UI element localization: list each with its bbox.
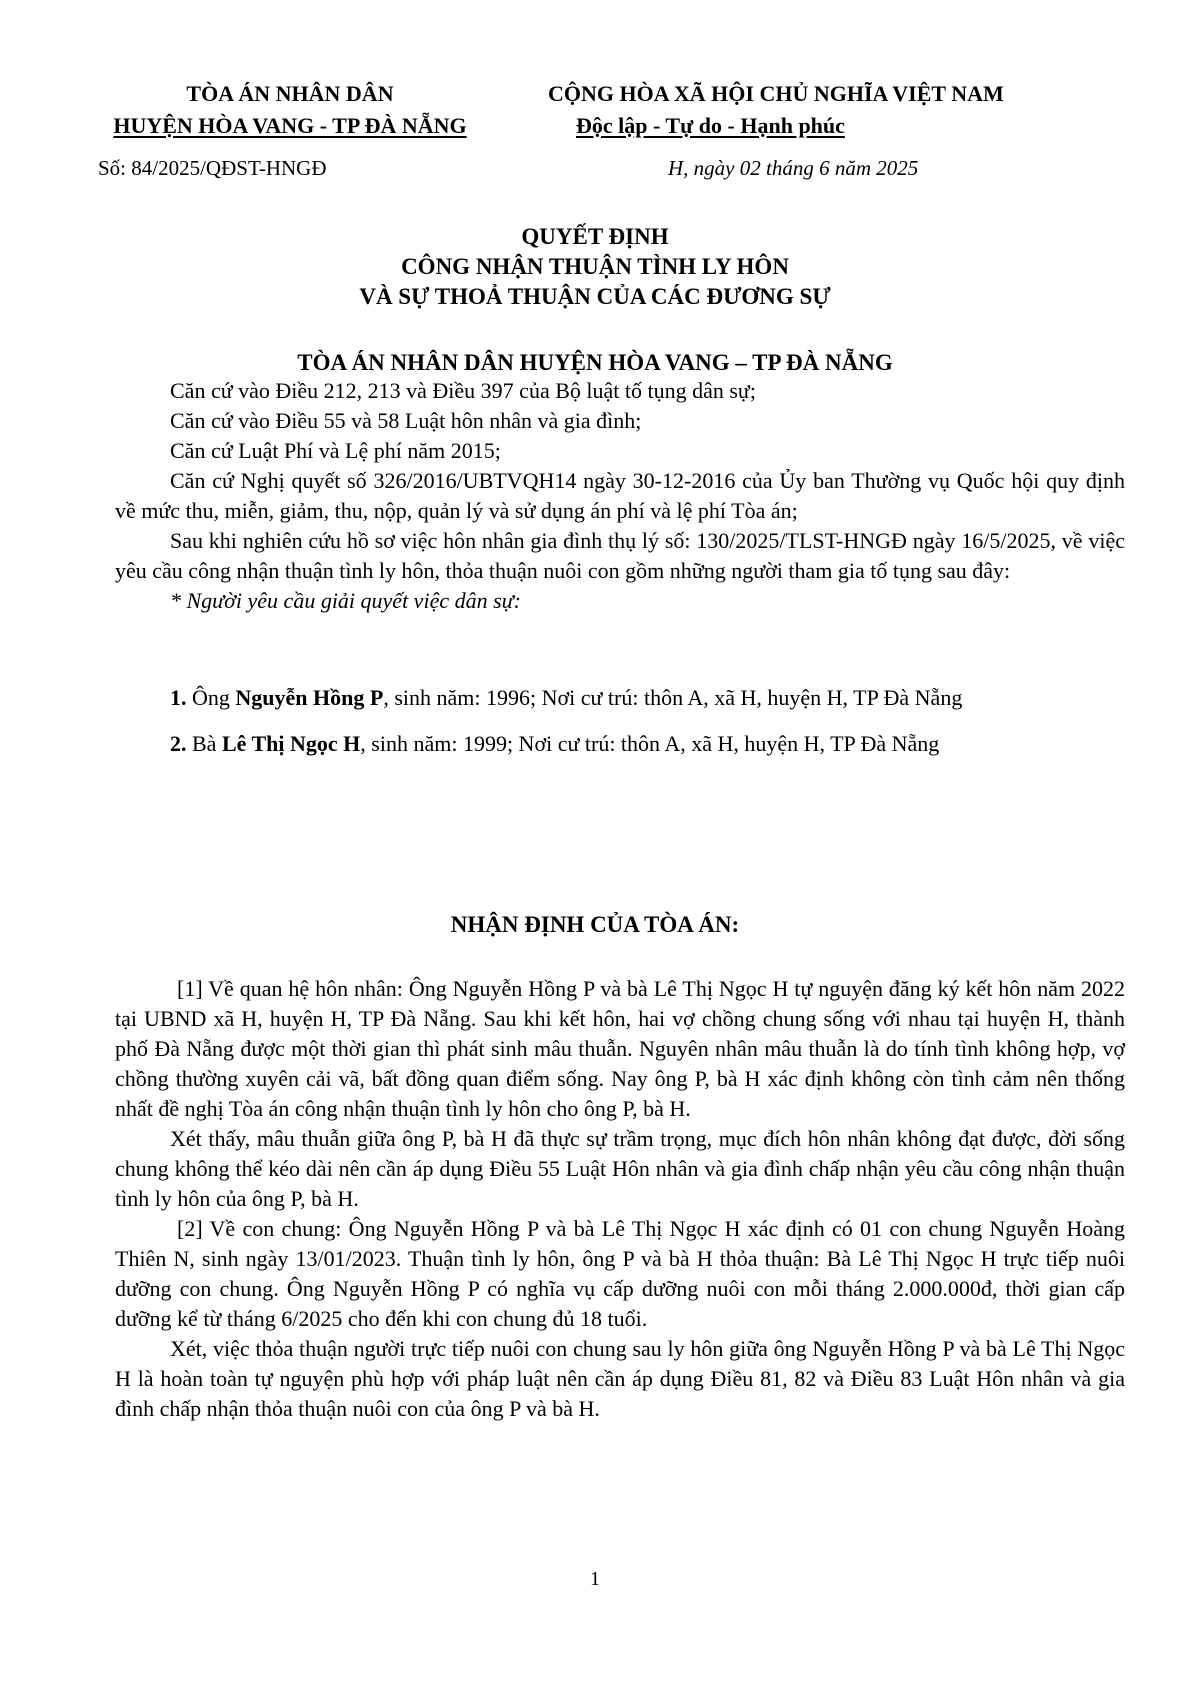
party-2-title: Bà — [192, 731, 217, 756]
court-name-line2: HUYỆN HÒA VANG - TP ĐÀ NẴNG — [113, 113, 467, 138]
party-1 — [115, 680, 1125, 716]
national-motto: Độc lập - Tự do - Hạnh phúc — [576, 113, 845, 138]
court-findings — [115, 974, 1125, 1424]
title-line1: QUYẾT ĐỊNH — [521, 224, 669, 249]
finding-3: [2] Về con chung: Ông Nguyễn Hồng P và bà Lê Thị Ngọc H xác định có 01 con chung Nguyễn Hoàng Thiên N, sinh ngày 13/01/2023. Thuận tình ly hôn, ông P và bà H thỏa thuận: Bà Lê Thị Ngọc H trực tiếp nuôi dưỡng con chung. Ông Nguyễn Hồng P có nghĩa vụ cấp dưỡng nuôi con mỗi tháng 2.000.000đ, thời gian cấp dưỡng kể từ tháng 6/2025 cho đến khi con chung đủ 18 tuổi. — [115, 1216, 1125, 1331]
section-heading: NHẬN ĐỊNH CỦA TÒA ÁN: — [450, 912, 740, 937]
party-2-number: 2. — [170, 731, 187, 756]
party-2-details: , sinh năm: 1999; Nơi cư trú: thôn A, xã H, huyện H, TP Đà Nẵng — [360, 731, 940, 756]
party-1-details: , sinh năm: 1996; Nơi cư trú: thôn A, xã H, huyện H, TP Đà Nẵng — [383, 685, 963, 710]
ground-1: Căn cứ vào Điều 212, 213 và Điều 397 của Bộ luật tố tụng dân sự; — [170, 378, 756, 403]
document-number: Số: 84/2025/QĐST-HNGĐ — [98, 156, 327, 180]
legal-grounds — [115, 376, 1125, 616]
national-motto-header — [548, 78, 1108, 142]
court-name-header — [60, 78, 520, 142]
ground-3: Căn cứ Luật Phí và Lệ phí năm 2015; — [170, 438, 501, 463]
party-1-title: Ông — [192, 685, 230, 710]
party-1-name: Nguyễn Hồng P — [235, 685, 384, 710]
court-name-line1: TÒA ÁN NHÂN DÂN — [186, 81, 394, 106]
party-1-number: 1. — [170, 685, 187, 710]
party-2 — [115, 726, 1125, 762]
parties-list — [115, 680, 1125, 762]
party-2-name: Lê Thị Ngọc H — [221, 731, 361, 756]
ground-4: Căn cứ Nghị quyết số 326/2016/UBTVQH14 ngày 30-12-2016 của Ủy ban Thường vụ Quốc hội quy định về mức thu, miễn, giảm, thu, nộp, quản lý và sử dụng án phí và lệ phí Tòa án; — [115, 468, 1125, 523]
document-date: H, ngày 02 tháng 6 năm 2025 — [668, 156, 919, 180]
ground-2: Căn cứ vào Điều 55 và 58 Luật hôn nhân và gia đình; — [170, 408, 642, 433]
page-number: 1 — [590, 1568, 600, 1590]
finding-1: [1] Về quan hệ hôn nhân: Ông Nguyễn Hồng P và bà Lê Thị Ngọc H tự nguyện đăng ký kết hôn năm 2022 tại UBND xã H, huyện H, TP Đà Nẵng. Sau khi kết hôn, hai vợ chồng chung sống với nhau tại huyện H, thành phố Đà Nẵng được một thời gian thì phát sinh mâu thuẫn. Nguyên nhân mâu thuẫn là do tính tình không hợp, vợ chồng thường xuyên cải vã, bất đồng quan điểm sống. Nay ông P, bà H xác định không còn tình cảm nên thống nhất đề nghị Tòa án công nhận thuận tình ly hôn cho ông P, bà H. — [115, 976, 1125, 1121]
ground-5: Sau khi nghiên cứu hồ sơ việc hôn nhân gia đình thụ lý số: 130/2025/TLST-HNGĐ ngày 16/5/2025, về việc yêu cầu công nhận thuận tình ly hôn, thỏa thuận nuôi con gồm những người tham gia tố tụng sau đây: — [115, 528, 1125, 583]
finding-2: Xét thấy, mâu thuẫn giữa ông P, bà H đã thực sự trầm trọng, mục đích hôn nhân không đạt được, đời sống chung không thể kéo dài nên cần áp dụng Điều 55 Luật Hôn nhân và gia đình chấp nhận yêu cầu công nhận thuận tình ly hôn của ông P, bà H. — [115, 1126, 1125, 1211]
finding-4: Xét, việc thỏa thuận người trực tiếp nuôi con chung sau ly hôn giữa ông Nguyễn Hồng P và bà Lê Thị Ngọc H là hoàn toàn tự nguyện phù hợp với pháp luật nên cần áp dụng Điều 81, 82 và Điều 83 Luật Hôn nhân và gia đình chấp nhận thỏa thuận nuôi con của ông P và bà H. — [115, 1336, 1125, 1421]
parties-heading: * Người yêu cầu giải quyết việc dân sự: — [170, 588, 521, 613]
decision-title — [0, 222, 1190, 312]
court-heading: TÒA ÁN NHÂN DÂN HUYỆN HÒA VANG – TP ĐÀ NẴNG — [297, 350, 893, 375]
national-title: CỘNG HÒA XÃ HỘI CHỦ NGHĨA VIỆT NAM — [548, 81, 1004, 106]
title-line2: CÔNG NHẬN THUẬN TÌNH LY HÔN — [401, 254, 789, 279]
title-line3: VÀ SỰ THOẢ THUẬN CỦA CÁC ĐƯƠNG SỰ — [359, 284, 831, 309]
